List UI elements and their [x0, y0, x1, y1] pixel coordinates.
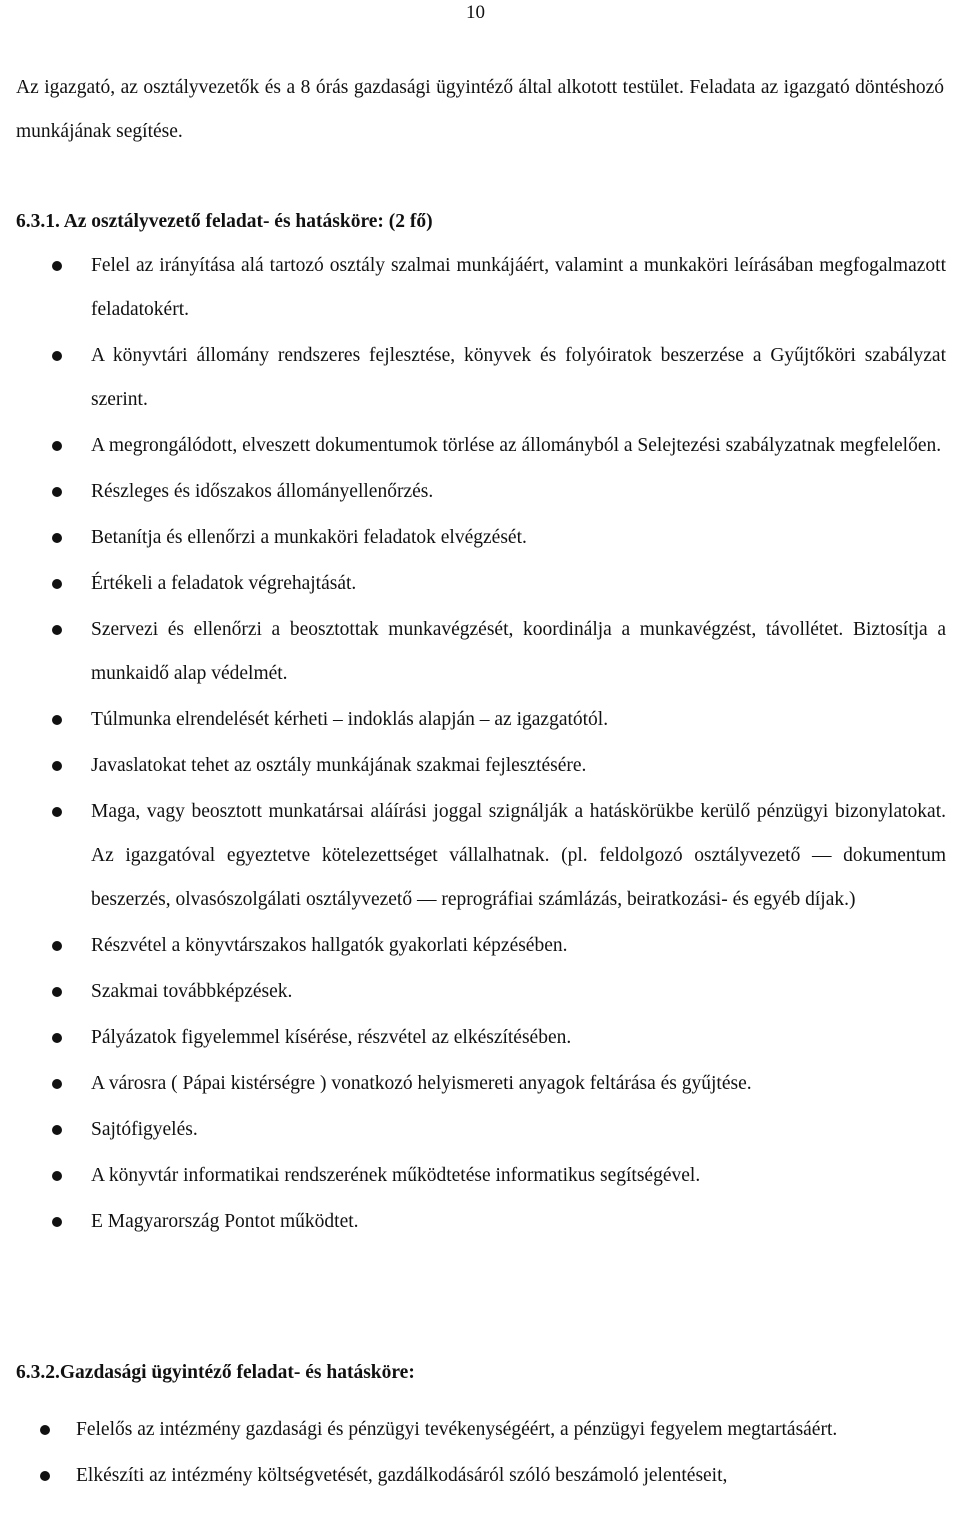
bullet-icon — [52, 987, 62, 997]
list-item-text: Felel az irányítása alá tartozó osztály szalmai munkájáért, valamint a munkaköri leírásában megfogalmazott feladatokért. — [91, 255, 946, 320]
list-item-text: Értékeli a feladatok végrehajtását. — [91, 573, 357, 594]
list-item — [0, 924, 960, 968]
list-item — [0, 1200, 960, 1244]
list-item-text: E Magyarország Pontot működtet. — [91, 1211, 359, 1232]
section-heading-6-3-2 — [16, 1351, 415, 1395]
bullet-icon — [52, 533, 62, 543]
bullet-icon — [52, 1033, 62, 1043]
bullet-icon — [52, 1125, 62, 1135]
list-item — [0, 516, 960, 560]
list-item-text: Szervezi és ellenőrzi a beosztottak munkavégzését, koordinálja a munkavégzést, távollétet. Biztosítja a munkaidő alap védelmét. — [91, 619, 946, 684]
section-title: Gazdasági ügyintéző feladat- és hatásköre: — [59, 1362, 415, 1383]
list-item-text: Szakmai továbbképzések. — [91, 981, 293, 1002]
list-item-text: Maga, vagy beosztott munkatársai aláírási joggal szignálják a hatáskörükbe kerülő pénzügyi bizonylatokat. Az igazgatóval egyeztetve kötelezettséget vállalhatnak. (pl. feldolgozó osztályvezető — dokumentum beszerzés, olvasószolgálati osztályvezető — reprográfiai számlázás, beiratkozási- és egyéb díjak.) — [91, 801, 946, 910]
list-item-text: A megrongálódott, elveszett dokumentumok törlése az állományból a Selejtezési szabályzatnak megfelelően. — [91, 435, 942, 456]
section-number: 6.3.2. — [16, 1362, 60, 1383]
bullet-icon — [52, 579, 62, 589]
list-item-text: Részleges és időszakos állományellenőrzés. — [91, 481, 434, 502]
list-item — [0, 1154, 960, 1198]
bullet-icon — [52, 625, 62, 635]
bullet-icon — [52, 807, 62, 817]
bullet-icon — [52, 487, 62, 497]
bullet-icon — [52, 941, 62, 951]
bullet-icon — [52, 351, 62, 361]
list-item — [0, 562, 960, 606]
osztalyvezeto-duties-list — [0, 244, 960, 1246]
list-item — [0, 244, 960, 332]
list-item-text: Felelős az intézmény gazdasági és pénzügyi tevékenységéért, a pénzügyi fegyelem megtartásáért. — [76, 1419, 838, 1440]
list-item — [0, 1062, 960, 1106]
list-item — [0, 1108, 960, 1152]
bullet-icon — [52, 441, 62, 451]
bullet-icon — [52, 761, 62, 771]
section-title: Az osztályvezető feladat- és hatásköre: (2 fő) — [63, 211, 433, 232]
list-item — [0, 790, 960, 922]
list-item — [0, 424, 960, 468]
list-item — [0, 970, 960, 1014]
list-item — [0, 1016, 960, 1060]
list-item — [0, 1408, 960, 1452]
list-item-text: A könyvtár informatikai rendszerének működtetése informatikus segítségével. — [91, 1165, 701, 1186]
section-heading-6-3-1 — [16, 200, 433, 244]
list-item-text: A városra ( Pápai kistérségre ) vonatkozó helyismereti anyagok feltárása és gyűjtése. — [91, 1073, 752, 1094]
list-item — [0, 334, 960, 422]
bullet-icon — [52, 261, 62, 271]
bullet-icon — [52, 715, 62, 725]
list-item — [0, 1454, 960, 1498]
list-item-text: Betanítja és ellenőrzi a munkaköri feladatok elvégzését. — [91, 527, 527, 548]
list-item-text: Pályázatok figyelemmel kísérése, részvétel az elkészítésében. — [91, 1027, 572, 1048]
bullet-icon — [40, 1425, 50, 1435]
list-item — [0, 608, 960, 696]
bullet-icon — [52, 1217, 62, 1227]
section-number: 6.3.1. — [16, 211, 60, 232]
list-item — [0, 698, 960, 742]
page-number: 10 — [466, 2, 485, 23]
list-item-text: Elkészíti az intézmény költségvetését, gazdálkodásáról szóló beszámoló jelentéseit, — [76, 1465, 728, 1486]
intro-paragraph: Az igazgató, az osztályvezetők és a 8 órás gazdasági ügyintéző által alkotott testület. Feladata az igazgató döntéshozó munkájának segítése. — [16, 77, 944, 142]
list-item-text: Sajtófigyelés. — [91, 1119, 198, 1140]
list-item-text: Részvétel a könyvtárszakos hallgatók gyakorlati képzésében. — [91, 935, 568, 956]
bullet-icon — [52, 1079, 62, 1089]
list-item-text: A könyvtári állomány rendszeres fejlesztése, könyvek és folyóiratok beszerzése a Gyűjtőköri szabályzat szerint. — [91, 345, 946, 410]
bullet-icon — [40, 1471, 50, 1481]
list-item — [0, 470, 960, 514]
gazdasagi-ugyintezo-duties-list — [0, 1408, 960, 1500]
list-item-text: Túlmunka elrendelését kérheti – indoklás alapján – az igazgatótól. — [91, 709, 609, 730]
list-item-text: Javaslatokat tehet az osztály munkájának szakmai fejlesztésére. — [91, 755, 587, 776]
bullet-icon — [52, 1171, 62, 1181]
list-item — [0, 744, 960, 788]
